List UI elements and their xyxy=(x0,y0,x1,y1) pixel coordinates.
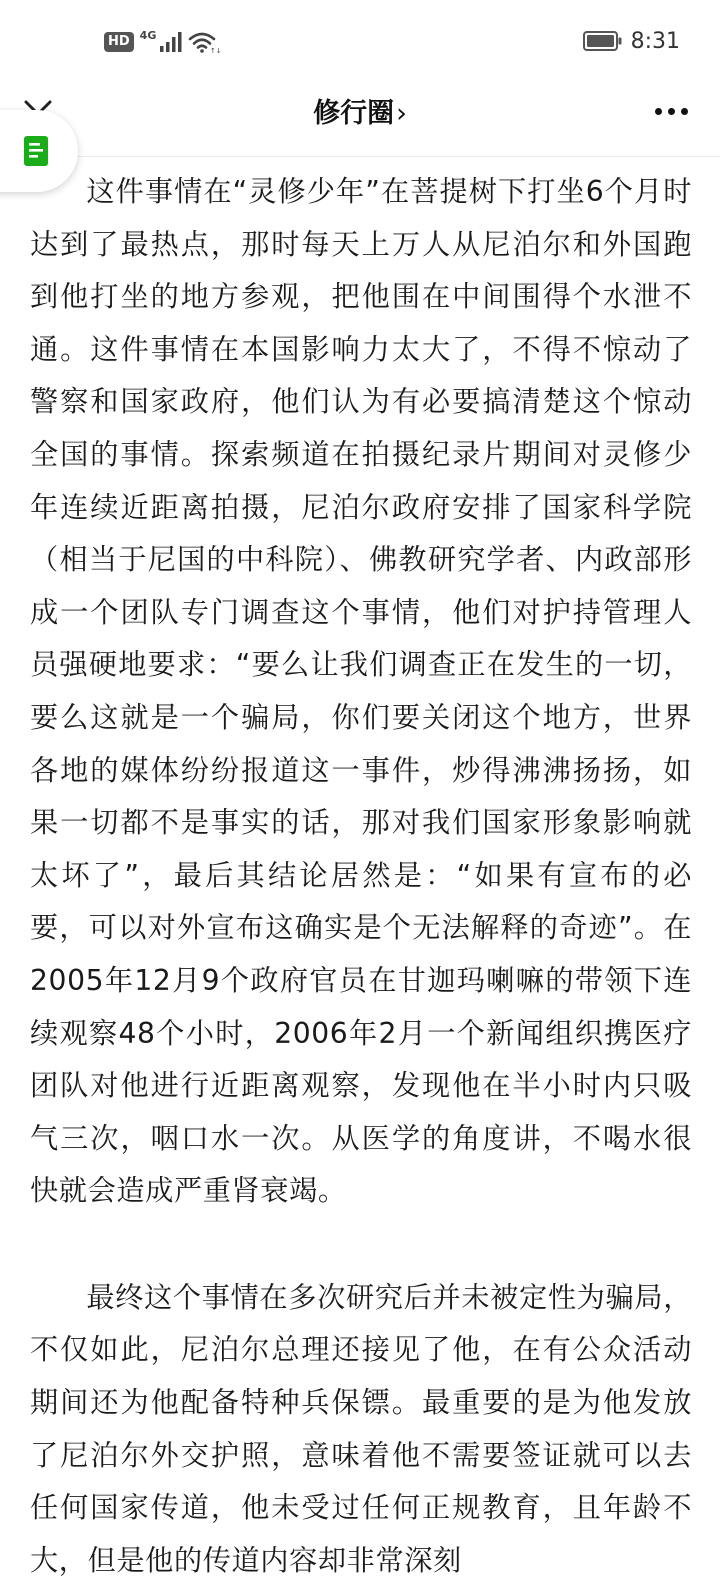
paragraph-spacer xyxy=(30,1218,692,1272)
article-paragraph: 这件事情在“灵修少年”在菩提树下打坐6个月时达到了最热点，那时每天上万人从尼泊尔和外国跑到他打坐的地方参观，把他围在中间围得个水泄不通。这件事情在本国影响力太大了，不得不惊动了警察和国家政府，他们认为有必要搞清楚这个惊动全国的事情。探索频道在拍摄纪录片期间对灵修少年连续近距离拍摄，尼泊尔政府安排了国家科学院（相当于尼国的中科院）、佛教研究学者、内政部形成一个团队专门调查这个事情，他们对护持管理人员强硬地要求：“要么让我们调查正在发生的一切，要么这就是一个骗局，你们要关闭这个地方，世界各地的媒体纷纷报道这一事件，炒得沸沸扬扬，如果一切都不是事实的话，那对我们国家形象影响就太坏了”，最后其结论居然是：“如果有宣布的必要，可以对外宣布这确实是个无法解释的奇迹”。在2005年12月9个政府官员在甘迦玛喇嘛的带领下连续观察48个小时，2006年2月一个新闻组织携医疗团队对他进行近距离观察，发现他在半小时内只吸气三次，咽口水一次。从医学的角度讲，不喝水很快就会造成严重肾衰竭。 xyxy=(30,175,692,1208)
more-dot xyxy=(655,108,662,115)
more-dot xyxy=(681,108,688,115)
svg-text:↑↓: ↑↓ xyxy=(210,47,223,55)
status-right-group xyxy=(583,26,680,56)
page-title: 修行圈 xyxy=(313,98,395,129)
nav-bar xyxy=(0,84,720,157)
article-body xyxy=(30,166,692,1587)
account-title-link[interactable] xyxy=(0,94,720,134)
network-type-label: 4G xyxy=(139,28,157,42)
status-left-group xyxy=(104,28,223,56)
more-dot xyxy=(668,108,675,115)
more-dots-icon[interactable] xyxy=(655,108,688,115)
wifi-icon xyxy=(188,31,223,55)
signal-strength-icon xyxy=(160,32,182,52)
hd-badge: HD xyxy=(104,32,134,52)
document-icon xyxy=(24,136,48,166)
status-bar xyxy=(0,0,720,84)
battery-icon xyxy=(583,30,623,52)
article-paragraph: 最终这个事情在多次研究后并未被定性为骗局，不仅如此，尼泊尔总理还接见了他，在有公众活动期间还为他配备特种兵保镖。最重要的是为他发放了尼泊尔外交护照，意味着他不需要签证就可以去任何国家传道，他未受过任何正规教育，且年龄不大，但是他的传道内容却非常深刻 xyxy=(30,1280,692,1577)
status-time: 8:31 xyxy=(630,28,680,54)
chevron-right-icon: › xyxy=(396,98,407,129)
